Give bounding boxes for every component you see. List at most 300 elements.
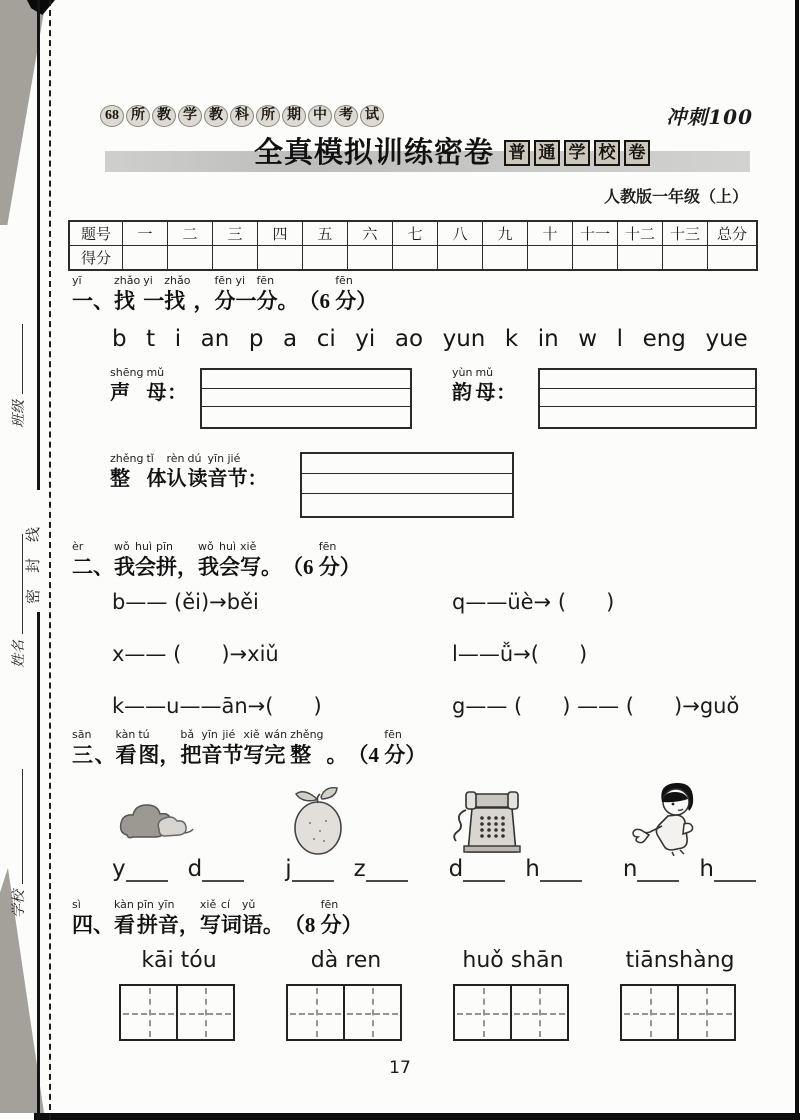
ruby-cell <box>188 452 208 492</box>
answer-blank-line <box>714 852 756 882</box>
base-character: 三 <box>72 743 93 767</box>
base-character: 认 <box>166 468 187 490</box>
pinyin-annotation <box>356 274 359 288</box>
ruby-cell <box>214 274 235 314</box>
score-empty-cell <box>708 246 758 271</box>
score-empty-cell <box>528 246 573 271</box>
score-table-header-row <box>69 221 757 246</box>
syllable-initial: h <box>699 856 714 882</box>
base-character: ， <box>159 743 181 767</box>
pinyin-annotation: huì <box>219 540 236 553</box>
stamp-character: 学 <box>178 105 202 127</box>
seal-line-label: 密封线 <box>26 510 42 604</box>
pinyin-letter: eng <box>642 326 686 352</box>
pinyin-annotation: xiě <box>243 728 260 741</box>
binding-solid-line-lower <box>37 612 40 1120</box>
character-grid-pair <box>453 984 573 1041</box>
score-empty-cell <box>168 246 213 271</box>
badge-character: 学 <box>564 140 590 166</box>
word-writing-group <box>453 948 573 1041</box>
base-character: 把 <box>180 743 202 767</box>
table-header-cell: 总分 <box>708 221 758 246</box>
answer-blank-line <box>202 852 244 882</box>
score-empty-cell <box>618 246 663 271</box>
ruby-cell <box>146 366 167 406</box>
base-character: ， <box>178 913 200 937</box>
pinyin-annotation: yùn <box>452 366 473 379</box>
ruby-cell <box>263 898 284 938</box>
pinyin-annotation <box>305 898 308 912</box>
base-character: 8 <box>304 913 321 937</box>
base-character: 图 <box>138 743 160 767</box>
ruby-cell <box>114 540 135 580</box>
pinyin-annotation: yī <box>72 274 82 287</box>
base-character: 母 <box>146 382 167 404</box>
ruby-cell <box>110 366 146 406</box>
word-writing-group <box>620 948 740 1041</box>
telephone-icon <box>448 786 534 856</box>
ruby-cell <box>321 898 342 938</box>
initials-label <box>110 366 187 406</box>
ruby-cell <box>159 728 180 768</box>
ruby-cell <box>110 452 146 492</box>
base-character: 四 <box>72 913 93 937</box>
ruby-cell <box>342 898 363 938</box>
score-empty-cell <box>258 246 303 271</box>
page-bottom-edge <box>34 1113 800 1120</box>
answer-blank-line <box>463 852 505 882</box>
pinyin-letter: in <box>537 326 559 352</box>
ruby-cell <box>93 898 114 938</box>
pinyin-annotation <box>282 540 285 554</box>
pinyin-annotation <box>93 274 96 288</box>
ruby-cell <box>72 898 93 938</box>
spelling-left: b—— (ěi)→běi <box>112 590 259 614</box>
base-character: 。 <box>277 289 299 313</box>
name-blank-line <box>12 534 23 634</box>
stamp-character: 试 <box>360 105 384 127</box>
pinyin-annotation <box>248 452 251 466</box>
ruby-cell <box>166 452 187 492</box>
score-empty-cell <box>393 246 438 271</box>
character-grid-cell <box>620 984 679 1041</box>
pinyin-annotation: jié <box>222 728 236 741</box>
base-character: ， <box>193 289 215 313</box>
table-header-cell: 题号 <box>69 221 123 246</box>
question1-letter-bank <box>112 326 748 352</box>
pinyin-annotation <box>193 274 196 288</box>
table-header-cell: 十二 <box>618 221 663 246</box>
base-character: ： <box>496 382 517 404</box>
score-table <box>68 220 758 271</box>
ruby-cell <box>228 452 248 492</box>
base-character: 看 <box>115 743 137 767</box>
base-character: 。 <box>326 743 348 767</box>
stamp-character: 中 <box>308 105 332 127</box>
character-grid-cell <box>286 984 345 1041</box>
ruby-cell <box>219 540 240 580</box>
base-character: 、 <box>94 743 116 767</box>
syllable-blank-item <box>449 852 582 882</box>
pinyin-word: dà ren <box>310 948 382 973</box>
syllable-initial: j <box>285 856 292 882</box>
table-header-cell: 十一 <box>573 221 618 246</box>
pinyin-annotation: yi <box>143 274 153 287</box>
page-number: 17 <box>389 1058 411 1078</box>
score-table-score-row <box>69 246 757 271</box>
pinyin-annotation: yīn <box>201 728 218 741</box>
class-blank-line <box>12 324 23 394</box>
pinyin-annotation: kàn <box>114 898 134 911</box>
table-header-cell: 六 <box>348 221 393 246</box>
base-character: 看 <box>114 913 135 937</box>
question2-spelling-rows <box>112 590 758 746</box>
ruby-cell <box>201 728 222 768</box>
score-empty-cell <box>348 246 393 271</box>
ruby-cell <box>475 366 496 406</box>
base-character: 韵 <box>452 382 472 404</box>
pinyin-annotation <box>93 540 96 554</box>
pinyin-annotation: mǔ <box>475 366 494 379</box>
spelling-right: q——üè→ ( ) <box>452 590 615 614</box>
pinyin-annotation: fēn <box>318 540 337 553</box>
ruby-cell <box>369 728 385 768</box>
pinyin-annotation: zhǎo <box>114 274 141 287</box>
publisher-stamp-text <box>100 105 384 127</box>
ruby-cell <box>384 728 405 768</box>
base-character: 会 <box>135 555 156 579</box>
pinyin-annotation: fēn <box>256 274 275 287</box>
syllable-blank-item <box>285 852 407 882</box>
spelling-row <box>112 642 758 673</box>
score-empty-cell <box>483 246 528 271</box>
word-writing-group <box>286 948 406 1041</box>
pinyin-annotation: zhǎo <box>164 274 191 287</box>
base-character: 一 <box>143 289 165 313</box>
base-character: 写 <box>199 913 221 937</box>
ruby-cell <box>114 898 137 938</box>
pinyin-annotation: èr <box>72 540 84 553</box>
base-character: ） <box>356 289 378 313</box>
ruby-cell <box>405 728 426 768</box>
base-character: 一 <box>235 289 257 313</box>
score-empty-cell <box>573 246 618 271</box>
base-character: 整 <box>110 468 130 490</box>
base-character: ： <box>247 468 268 490</box>
pinyin-letter: p <box>248 326 264 352</box>
syllable-initial: z <box>353 856 366 882</box>
spelling-left: x—— ( )→xiǔ <box>112 642 279 666</box>
base-character: 语 <box>241 913 263 937</box>
pinyin-annotation: zhěng <box>290 728 324 741</box>
pinyin-annotation: pīn <box>136 898 154 911</box>
character-grid-cell <box>677 984 736 1041</box>
pinyin-annotation: wǒ <box>198 540 214 553</box>
base-character: 6 <box>319 289 336 313</box>
question3-title <box>72 728 426 768</box>
ruby-cell <box>167 366 187 406</box>
ruby-cell <box>319 540 340 580</box>
pinyin-annotation: xiě <box>199 898 217 911</box>
ruby-cell <box>298 274 319 314</box>
pinyin-annotation <box>319 274 322 288</box>
table-header-cell: 十 <box>528 221 573 246</box>
pinyin-letter: yun <box>442 326 486 352</box>
character-grid-pair <box>119 984 239 1041</box>
base-character: 完 <box>264 743 286 767</box>
ruby-cell <box>115 728 138 768</box>
initials-answer-box <box>200 368 412 429</box>
ruby-cell <box>200 898 221 938</box>
question3-syllable-blanks <box>112 852 756 882</box>
badge-character: 卷 <box>624 140 650 166</box>
base-character: 分 <box>335 289 357 313</box>
table-header-cell: 四 <box>258 221 303 246</box>
stamp-character: 68 <box>100 105 124 127</box>
pinyin-letter: i <box>174 326 182 352</box>
ruby-cell <box>303 540 319 580</box>
pinyin-annotation <box>263 898 266 912</box>
ruby-cell <box>319 274 335 314</box>
pinyin-annotation: tǐ <box>146 452 154 465</box>
finals-answer-box <box>538 368 757 429</box>
edition-label: 人教版一年级（上） <box>603 189 748 206</box>
spelling-right: l——ǚ→( ) <box>452 642 588 666</box>
question4-writing-groups <box>119 948 740 1041</box>
answer-blank-line <box>292 852 334 882</box>
paper-title <box>254 134 650 172</box>
base-character: 、 <box>93 555 114 579</box>
pinyin-annotation: zhěng <box>110 452 144 465</box>
base-character: 分 <box>256 289 278 313</box>
page-right-edge <box>795 0 799 1120</box>
table-header-cell: 五 <box>303 221 348 246</box>
base-character: 分 <box>318 555 340 579</box>
ruby-cell <box>114 274 143 314</box>
pinyin-letter: l <box>616 326 624 352</box>
base-character: （ <box>282 555 303 579</box>
pinyin-annotation <box>348 728 351 742</box>
ruby-cell <box>72 728 94 768</box>
ruby-cell <box>93 540 114 580</box>
stamp-character: 所 <box>256 105 280 127</box>
pinyin-annotation: tú <box>138 728 150 741</box>
character-grid-cell <box>453 984 512 1041</box>
ruby-cell <box>496 366 516 406</box>
pinyin-annotation: bǎ <box>180 728 195 741</box>
pinyin-annotation <box>167 366 170 380</box>
ruby-cell <box>177 540 198 580</box>
base-character: （ <box>298 289 320 313</box>
ruby-cell <box>261 540 282 580</box>
base-character: 节 <box>227 468 248 490</box>
ruby-cell <box>242 898 263 938</box>
ruby-cell <box>72 540 93 580</box>
ruby-cell <box>264 728 290 768</box>
score-empty-cell <box>438 246 483 271</box>
pinyin-annotation <box>496 366 499 380</box>
base-character: 体 <box>146 468 167 490</box>
ruby-cell <box>137 898 158 938</box>
ruby-cell <box>180 728 201 768</box>
pinyin-annotation: rèn <box>166 452 185 465</box>
base-character: 我 <box>198 555 219 579</box>
answer-blank-line <box>637 852 679 882</box>
school-blank-line <box>12 769 23 884</box>
answer-blank-line <box>366 852 408 882</box>
pinyin-letter: k <box>504 326 519 352</box>
character-grid-cell <box>119 984 178 1041</box>
base-character: 。 <box>262 913 284 937</box>
pinyin-annotation: wán <box>264 728 288 741</box>
base-character: ） <box>405 743 427 767</box>
pinyin-annotation: cí <box>220 898 230 911</box>
stamp-character: 科 <box>230 105 254 127</box>
stamp-character: 教 <box>152 105 176 127</box>
pinyin-annotation: fēn <box>214 274 233 287</box>
table-header-cell: 八 <box>438 221 483 246</box>
pinyin-letter: yi <box>355 326 376 352</box>
pinyin-annotation: mǔ <box>146 366 165 379</box>
pinyin-annotation: yīn <box>207 452 225 465</box>
ruby-cell <box>452 366 475 406</box>
base-character: 词 <box>220 913 242 937</box>
base-character: 声 <box>110 382 130 404</box>
ruby-cell <box>94 728 115 768</box>
ruby-cell <box>356 274 377 314</box>
pinyin-word: tiānshàng <box>625 948 735 973</box>
base-character: 写 <box>243 743 265 767</box>
pinyin-annotation <box>303 540 306 554</box>
badge-character: 通 <box>534 140 560 166</box>
base-character: 。 <box>261 555 282 579</box>
pinyin-annotation: fēn <box>320 898 339 911</box>
pinyin-annotation <box>327 728 330 742</box>
school-field-label: 学校 <box>8 769 28 918</box>
base-character: 音 <box>207 468 228 490</box>
ruby-cell <box>348 728 369 768</box>
spelling-row <box>112 694 758 725</box>
ruby-cell <box>138 728 159 768</box>
pinyin-letter: ao <box>394 326 424 352</box>
pinyin-annotation: pīn <box>156 540 174 553</box>
stamp-character: 教 <box>204 105 228 127</box>
ruby-cell <box>93 274 114 314</box>
pinyin-annotation: yi <box>235 274 246 287</box>
answer-blank-line <box>126 852 168 882</box>
pinyin-annotation: wǒ <box>114 540 130 553</box>
pinyin-annotation: huì <box>135 540 152 553</box>
pinyin-annotation <box>94 728 97 742</box>
character-grid-cell <box>176 984 235 1041</box>
table-header-cell: 十三 <box>663 221 708 246</box>
base-character: 分 <box>214 289 236 313</box>
table-header-cell: 三 <box>213 221 258 246</box>
ruby-cell <box>277 274 298 314</box>
base-character: 、 <box>93 289 114 313</box>
character-grid-cell <box>343 984 402 1041</box>
pinyin-word: huǒ shān <box>462 948 564 973</box>
ruby-cell <box>248 452 268 492</box>
pinyin-annotation <box>277 274 280 288</box>
base-character: 会 <box>219 555 240 579</box>
spelling-right: g—— ( ) —— ( )→guǒ <box>452 694 740 718</box>
base-character: 6 <box>303 555 319 579</box>
base-character: 分 <box>320 913 342 937</box>
pinyin-annotation: yīn <box>157 898 175 911</box>
score-empty-cell <box>303 246 348 271</box>
ruby-cell <box>243 728 264 768</box>
ruby-cell <box>290 728 326 768</box>
pinyin-annotation: kàn <box>115 728 136 741</box>
ruby-cell <box>284 898 305 938</box>
ruby-cell <box>179 898 200 938</box>
finals-label <box>452 366 516 406</box>
whole-syllables-label <box>110 452 268 492</box>
pinyin-annotation <box>261 540 264 554</box>
ruby-cell <box>193 274 214 314</box>
question1-title <box>72 274 377 314</box>
pinyin-annotation <box>405 728 408 742</box>
answer-blank-line <box>540 852 582 882</box>
base-character: （ <box>347 743 369 767</box>
character-grid-pair <box>620 984 740 1041</box>
pinyin-annotation <box>340 540 343 554</box>
syllable-initial: y <box>112 856 126 882</box>
ruby-cell <box>198 540 219 580</box>
pinyin-annotation <box>369 728 372 742</box>
base-character: ） <box>341 913 363 937</box>
ruby-cell <box>327 728 348 768</box>
stamp-character: 所 <box>126 105 150 127</box>
whole-syllables-answer-box <box>300 452 514 518</box>
ruby-cell <box>240 540 261 580</box>
pinyin-annotation: shēng <box>110 366 144 379</box>
pinyin-annotation: fēn <box>384 728 402 741</box>
base-character: 整 <box>290 743 312 767</box>
pinyin-letter: w <box>578 326 598 352</box>
pinyin-letter: b <box>112 326 127 352</box>
base-character: （ <box>283 913 305 937</box>
base-character: 读 <box>187 468 208 490</box>
ruby-cell <box>235 274 256 314</box>
binding-dashed-line <box>49 0 51 1120</box>
ruby-cell <box>158 898 179 938</box>
syllable-initial: h <box>525 856 540 882</box>
table-header-cell: 二 <box>168 221 213 246</box>
ruby-cell <box>72 274 93 314</box>
spelling-row <box>112 590 758 621</box>
pinyin-annotation <box>284 898 287 912</box>
pinyin-annotation <box>298 274 301 288</box>
base-character: 4 <box>368 743 385 767</box>
syllable-initial: d <box>448 856 464 882</box>
orange-icon <box>288 783 348 857</box>
ruby-cell <box>143 274 164 314</box>
pinyin-annotation <box>177 540 180 554</box>
question2-title <box>72 540 361 580</box>
base-character: ） <box>339 555 361 579</box>
question4-title <box>72 898 363 938</box>
pinyin-annotation <box>179 898 182 912</box>
base-character: 找 <box>114 289 135 313</box>
pinyin-annotation: fēn <box>335 274 353 287</box>
table-header-cell: 七 <box>393 221 438 246</box>
ruby-cell <box>208 452 228 492</box>
character-grid-cell <box>510 984 569 1041</box>
pinyin-annotation: sān <box>72 728 92 741</box>
score-row-label: 得分 <box>69 246 123 271</box>
